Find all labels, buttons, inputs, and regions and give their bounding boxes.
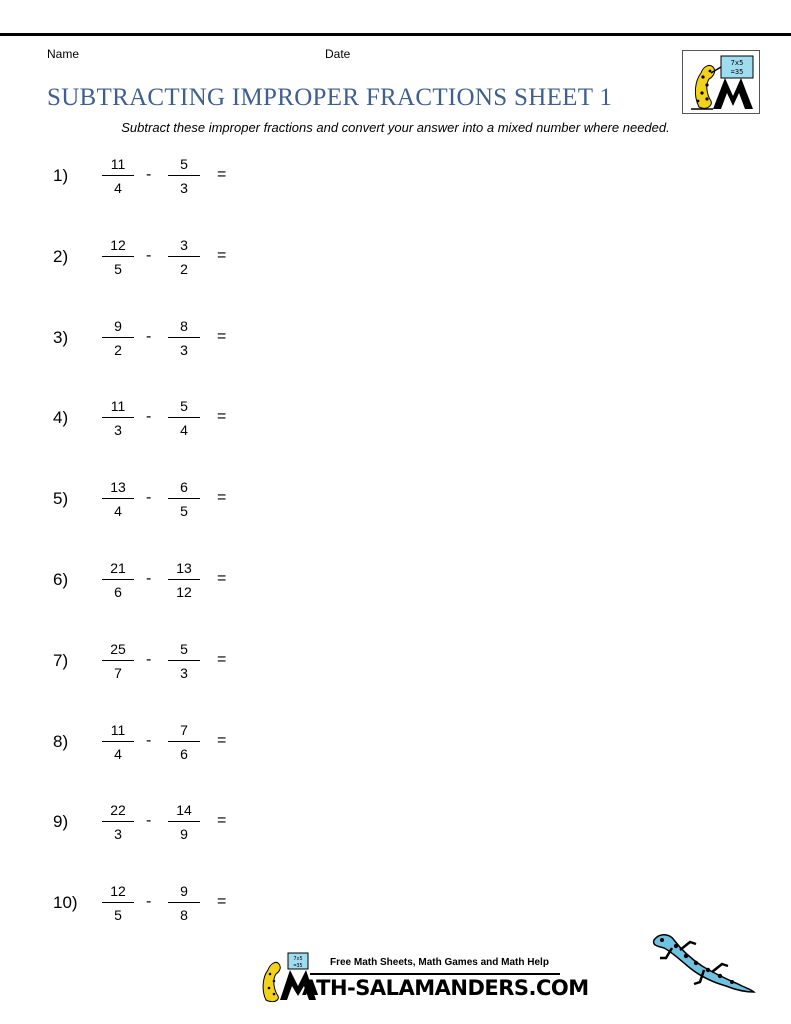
problem-number: 7): [53, 651, 69, 670]
fraction-b: [164, 640, 204, 682]
fraction-bar: [168, 579, 200, 580]
footer-board-text-1: 7x5: [293, 956, 303, 962]
fraction-bar: [168, 417, 200, 418]
numerator: 7: [180, 722, 188, 738]
denominator: 4: [114, 180, 122, 196]
numerator: 5: [180, 398, 188, 414]
problem-number: 5): [53, 489, 69, 508]
footer-tagline: Free Math Sheets, Math Games and Math Help: [330, 957, 549, 968]
numerator: 9: [114, 318, 122, 334]
denominator: 6: [180, 746, 188, 762]
denominator: 8: [180, 907, 188, 923]
numerator: 5: [180, 641, 188, 657]
fraction-bar: [168, 821, 200, 822]
fraction-a: [98, 559, 138, 601]
numerator: 8: [180, 318, 188, 334]
equals-sign: =: [217, 570, 227, 587]
fraction-b: [164, 801, 204, 843]
equals-sign: =: [217, 893, 227, 910]
logo-board-text-1: 7x5: [730, 59, 744, 67]
problem-row: [0, 317, 300, 365]
denominator: 3: [180, 665, 188, 681]
fraction-bar: [168, 498, 200, 499]
problem-row: [0, 882, 300, 930]
denominator: 9: [180, 826, 188, 842]
equals-sign: =: [217, 812, 227, 829]
numerator: 25: [110, 641, 126, 657]
fraction-bar: [102, 175, 134, 176]
footer-rule: [310, 973, 560, 975]
minus-sign: -: [146, 489, 152, 506]
equals-sign: =: [217, 489, 227, 506]
fraction-bar: [102, 579, 134, 580]
footer-site-name: ATH-SALAMANDERS.COM: [302, 976, 589, 1000]
problem-number: 8): [53, 732, 69, 751]
fraction-bar: [102, 337, 134, 338]
denominator: 5: [180, 503, 188, 519]
fraction-a: [98, 155, 138, 197]
page-title: SUBTRACTING IMPROPER FRACTIONS SHEET 1: [47, 84, 613, 111]
denominator: 7: [114, 665, 122, 681]
problem-row: [0, 478, 300, 526]
minus-sign: -: [146, 893, 152, 910]
fraction-bar: [102, 660, 134, 661]
denominator: 3: [114, 422, 122, 438]
numerator: 14: [176, 802, 192, 818]
numerator: 13: [110, 479, 126, 495]
minus-sign: -: [146, 328, 152, 345]
denominator: 2: [114, 342, 122, 358]
fraction-b: [164, 559, 204, 601]
problem-row: [0, 801, 300, 849]
footer-board-text-2: =35: [293, 963, 303, 969]
problem-number: 10): [53, 893, 78, 912]
fraction-bar: [168, 741, 200, 742]
top-rule: [0, 33, 791, 36]
fraction-bar: [168, 175, 200, 176]
numerator: 11: [110, 156, 126, 172]
numerator: 12: [110, 883, 126, 899]
fraction-bar: [102, 256, 134, 257]
denominator: 3: [114, 826, 122, 842]
equals-sign: =: [217, 651, 227, 668]
name-label: Name: [47, 47, 80, 61]
fraction-bar: [102, 902, 134, 903]
problem-number: 1): [53, 166, 69, 185]
logo-box: [682, 50, 760, 114]
minus-sign: -: [146, 570, 152, 587]
logo-board-text-2: =35: [730, 68, 744, 76]
fraction-b: [164, 478, 204, 520]
fraction-a: [98, 236, 138, 278]
denominator: 4: [180, 422, 188, 438]
numerator: 3: [180, 237, 188, 253]
denominator: 2: [180, 261, 188, 277]
fraction-bar: [102, 417, 134, 418]
numerator: 5: [180, 156, 188, 172]
denominator: 5: [114, 261, 122, 277]
fraction-a: [98, 721, 138, 763]
fraction-b: [164, 882, 204, 924]
equals-sign: =: [217, 732, 227, 749]
equals-sign: =: [217, 166, 227, 183]
fraction-a: [98, 317, 138, 359]
minus-sign: -: [146, 247, 152, 264]
minus-sign: -: [146, 651, 152, 668]
numerator: 6: [180, 479, 188, 495]
fraction-bar: [168, 902, 200, 903]
problem-number: 3): [53, 328, 69, 347]
problem-row: [0, 397, 300, 445]
numerator: 11: [110, 722, 126, 738]
denominator: 4: [114, 503, 122, 519]
problem-row: [0, 236, 300, 284]
numerator: 22: [110, 802, 126, 818]
fraction-b: [164, 236, 204, 278]
fraction-b: [164, 397, 204, 439]
fraction-b: [164, 317, 204, 359]
minus-sign: -: [146, 408, 152, 425]
problem-number: 9): [53, 812, 69, 831]
instructions: Subtract these improper fractions and convert your answer into a mixed number where needed.: [121, 120, 670, 135]
fraction-bar: [102, 741, 134, 742]
denominator: 6: [114, 584, 122, 600]
fraction-a: [98, 882, 138, 924]
problem-row: [0, 559, 300, 607]
fraction-bar: [168, 337, 200, 338]
fraction-a: [98, 478, 138, 520]
fraction-a: [98, 640, 138, 682]
denominator: 4: [114, 746, 122, 762]
fraction-bar: [102, 821, 134, 822]
fraction-bar: [168, 660, 200, 661]
date-label: Date: [325, 47, 351, 61]
equals-sign: =: [217, 247, 227, 264]
fraction-b: [164, 155, 204, 197]
numerator: 9: [180, 883, 188, 899]
denominator: 3: [180, 180, 188, 196]
fraction-b: [164, 721, 204, 763]
minus-sign: -: [146, 166, 152, 183]
fraction-bar: [102, 498, 134, 499]
numerator: 11: [110, 398, 126, 414]
numerator: 13: [176, 560, 192, 576]
problem-number: 2): [53, 247, 69, 266]
problem-number: 6): [53, 570, 69, 589]
numerator: 21: [110, 560, 126, 576]
equals-sign: =: [217, 408, 227, 425]
numerator: 12: [110, 237, 126, 253]
equals-sign: =: [217, 328, 227, 345]
denominator: 12: [176, 584, 192, 600]
problem-row: [0, 155, 300, 203]
problem-number: 4): [53, 408, 69, 427]
problem-row: [0, 721, 300, 769]
salamander-teacher-logo-icon: [683, 51, 759, 113]
fraction-bar: [168, 256, 200, 257]
minus-sign: -: [146, 732, 152, 749]
denominator: 5: [114, 907, 122, 923]
fraction-a: [98, 801, 138, 843]
salamander-icon: [646, 928, 756, 998]
fraction-a: [98, 397, 138, 439]
problem-row: [0, 640, 300, 688]
denominator: 3: [180, 342, 188, 358]
minus-sign: -: [146, 812, 152, 829]
